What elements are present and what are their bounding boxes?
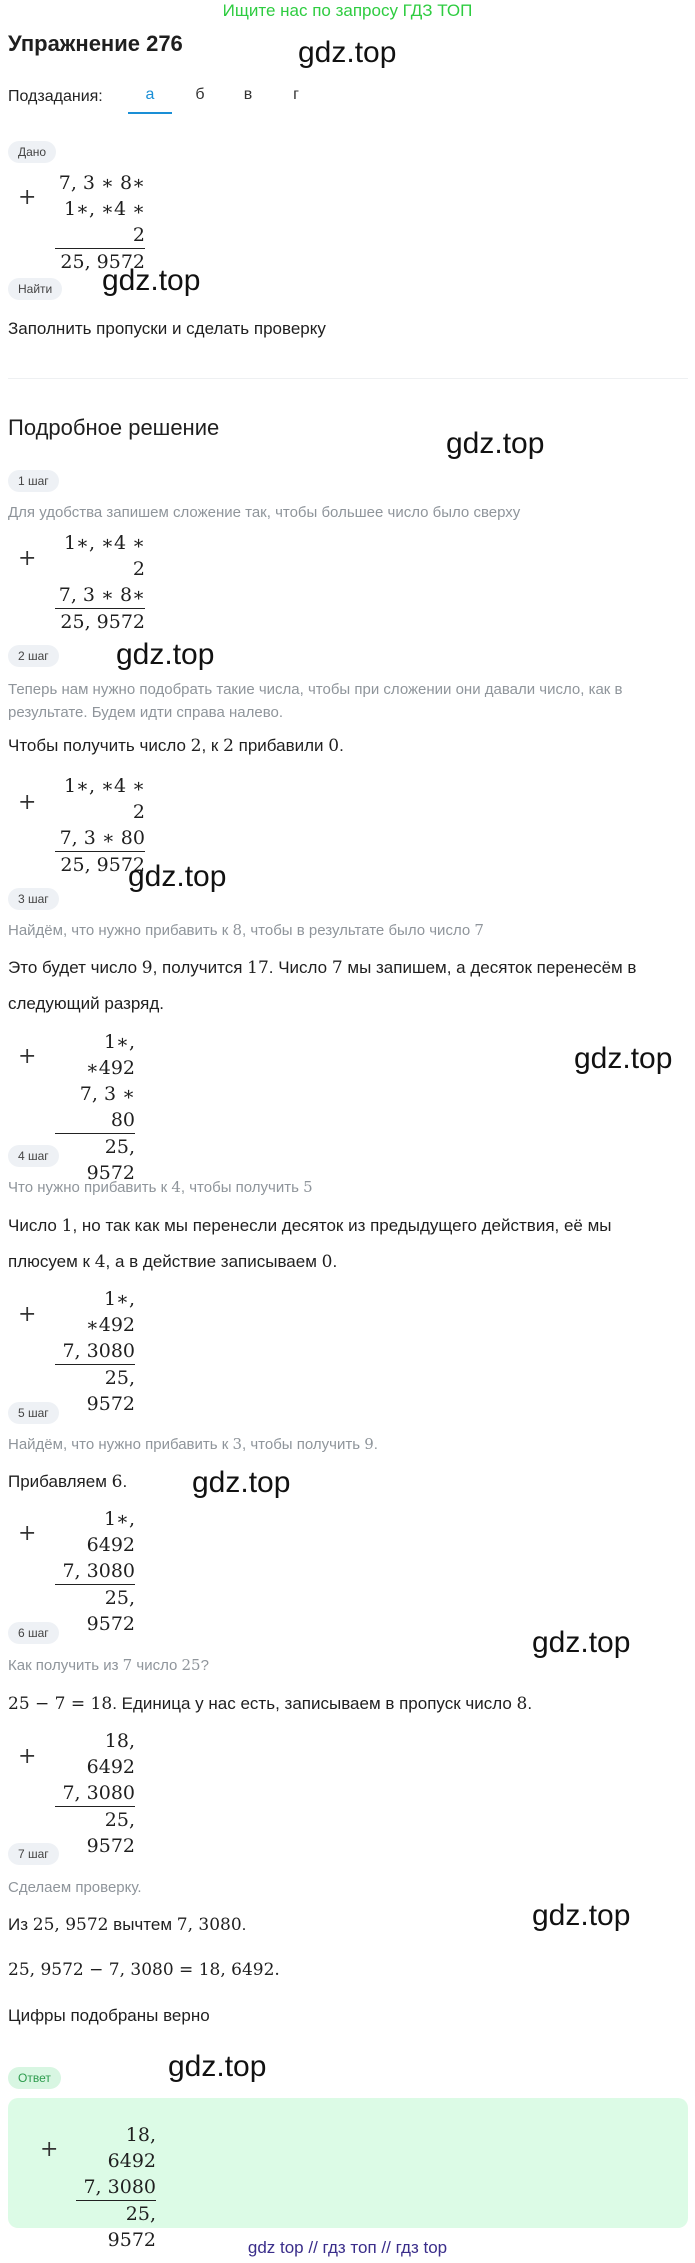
given-row-1: 7, 3 ∗ 8∗ [58,172,145,194]
subtasks-label: Подзадания: [8,88,103,105]
given-section [8,141,56,163]
footer-link-gdz-top-ru[interactable]: гдз топ [322,2238,377,2257]
given-row-result: 25, 9572 [55,248,145,275]
given-badge: Дано [8,141,56,163]
step-3-column-addition [55,1029,135,1186]
plus-sign: + [18,790,37,815]
given-row-2: 1∗, ∗4 ∗ 2 [63,198,145,246]
plus-sign: + [18,1044,37,1069]
section-divider [8,378,688,379]
step-7-hint: Сделаем проверку. [8,1879,142,1896]
step-5-column-addition [55,1506,135,1637]
step-6-row-2: 7, 3080 [62,1782,135,1804]
step-1-row-1: 1∗, ∗4 ∗ 2 [63,532,145,580]
step-3-hint: Найдём, что нужно прибавить к 8, чтобы в результате было число 7 [8,921,484,939]
find-section [8,278,62,300]
top-banner[interactable]: Ищите нас по запросу ГДЗ ТОП [222,1,473,20]
step-7-badge: 7 шаг [8,1843,59,1865]
step-7-check-equation: 25, 9572 − 7, 3080 = 18, 6492. [8,1960,280,1980]
step-2-badge: 2 шаг [8,645,59,667]
page-title: Упражнение 276 [8,31,183,56]
step-3-text-line-1: Это будет число 9, получится 17. Число 7 мы запишем, а десяток перенесём в [8,958,637,978]
step-6-badge: 6 шаг [8,1622,59,1644]
find-badge: Найти [8,278,62,300]
step-2-hint-line-1: Теперь нам нужно подобрать такие числа, чтобы при сложении они давали число, как в [8,681,623,698]
step-3-row-2: 7, 3 ∗ 80 [79,1083,135,1131]
step-2-row-2: 7, 3 ∗ 80 [59,827,145,849]
given-column-addition [55,170,145,275]
solution-title: Подробное решение [8,415,220,440]
answer-column-addition [76,2122,156,2253]
watermark: gdz.top [128,860,227,893]
step-7-text-line-1: Из 25, 9572 вычтем 7, 3080. [8,1915,247,1935]
step-1-hint: Для удобства запишем сложение так, чтобы большее число было сверху [8,504,521,521]
answer-badge: Ответ [8,2067,61,2089]
plus-sign: + [18,1302,37,1327]
watermark: gdz.top [298,36,397,69]
step-2-row-result: 25, 9572 [55,851,145,878]
tab-g[interactable]: г [293,86,299,103]
plus-sign: + [18,185,37,210]
step-1-column-addition [55,530,145,635]
tab-v[interactable]: в [243,86,253,103]
step-7-conclusion: Цифры подобраны верно [8,2006,210,2025]
footer-links [0,2238,695,2258]
watermark: gdz.top [192,1466,291,1499]
step-5-badge: 5 шаг [8,1402,59,1424]
step-2-text: Чтобы получить число 2, к 2 прибавили 0. [8,736,344,756]
step-3-text-line-2: следующий разряд. [8,994,164,1013]
step-1-row-result: 25, 9572 [55,608,145,635]
step-4-hint: Что нужно прибавить к 4, чтобы получить 5 [8,1178,313,1196]
step-4-column-addition [55,1286,135,1417]
step-4-text-line-1: Число 1, но так как мы перенесли десяток из предыдущего действия, её мы [8,1216,612,1236]
step-6-row-1: 18, 6492 [86,1730,135,1778]
step-5-row-1: 1∗, 6492 [86,1508,135,1556]
watermark: gdz.top [532,1899,631,1932]
tab-a[interactable]: а [145,86,155,103]
step-6-row-result: 25, 9572 [55,1806,135,1859]
plus-sign: + [18,1521,37,1546]
tab-b[interactable]: б [195,86,205,103]
step-4-row-result: 25, 9572 [55,1364,135,1417]
watermark: gdz.top [574,1042,673,1075]
watermark: gdz.top [168,2050,267,2083]
footer-link-gdz-top-mixed[interactable]: гдз top [395,2238,448,2257]
watermark: gdz.top [446,427,545,460]
step-3-row-result: 25, 9572 [55,1133,135,1186]
watermark: gdz.top [102,264,201,297]
step-5-hint: Найдём, что нужно прибавить к 3, чтобы получить 9. [8,1435,378,1453]
step-4-badge: 4 шаг [8,1145,59,1167]
answer-row-result: 25, 9572 [76,2200,156,2253]
footer-separator: // [381,2238,391,2257]
footer-link-gdz-top[interactable]: gdz top [247,2238,304,2257]
step-5-text: Прибавляем 6. [8,1472,128,1492]
find-text: Заполнить пропуски и сделать проверку [8,319,326,338]
step-5-row-result: 25, 9572 [55,1584,135,1637]
answer-row-2: 7, 3080 [83,2176,156,2198]
step-4-row-1: 1∗, ∗492 [85,1288,135,1336]
step-1-badge: 1 шаг [8,470,59,492]
footer-separator: // [308,2238,318,2257]
answer-row-1: 18, 6492 [107,2124,156,2172]
plus-sign: + [18,1744,37,1769]
active-tab-indicator [128,112,172,114]
step-6-column-addition [55,1728,135,1859]
step-2-hint-line-2: результате. Будем идти справа налево. [8,704,284,721]
step-3-row-1: 1∗, ∗492 [85,1031,135,1079]
step-2-row-1: 1∗, ∗4 ∗ 2 [63,775,145,823]
watermark: gdz.top [116,638,215,671]
step-3-badge: 3 шаг [8,888,59,910]
step-4-row-2: 7, 3080 [62,1340,135,1362]
plus-sign: + [18,546,37,571]
step-6-hint: Как получить из 7 число 25? [8,1656,209,1674]
step-1-row-2: 7, 3 ∗ 8∗ [58,584,145,606]
answer-plus-sign: + [40,2137,59,2162]
step-6-text: 25 − 7 = 18. Единица у нас есть, записываем в пропуск число 8. [8,1694,533,1714]
watermark: gdz.top [532,1626,631,1659]
step-4-text-line-2: плюсуем к 4, а в действие записываем 0. [8,1252,338,1272]
step-5-row-2: 7, 3080 [62,1560,135,1582]
